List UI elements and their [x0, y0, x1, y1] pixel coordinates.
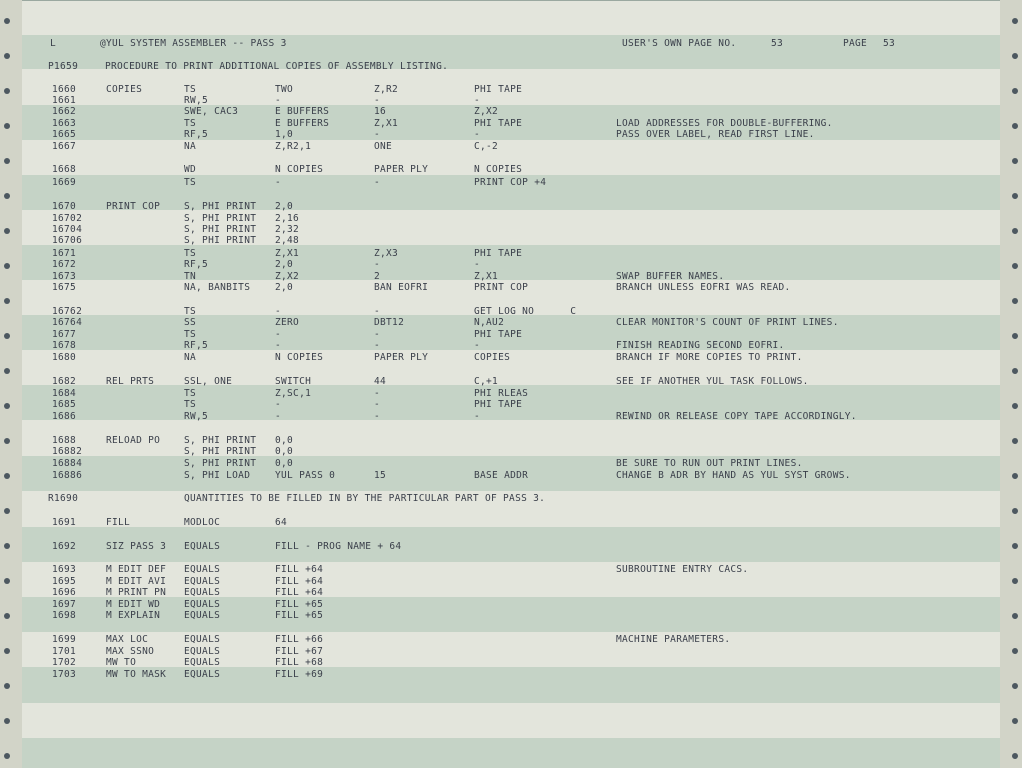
line-arg1: - [275, 95, 282, 106]
line-arg3: Z,X2 [474, 106, 499, 117]
line-seq: 16762 [52, 306, 83, 317]
line-seq: 16702 [52, 213, 83, 224]
line-seq: 1668 [52, 164, 77, 175]
line-arg1: FILL +69 [275, 669, 324, 680]
line-arg2: - [374, 340, 381, 351]
line-op: EQUALS [184, 634, 221, 645]
line-arg1: FILL +64 [275, 576, 324, 587]
sprocket-hole [4, 263, 10, 269]
line-label: MAX LOC [106, 634, 149, 645]
greenbar-band [22, 667, 1000, 703]
sprocket-hole [4, 228, 10, 234]
line-comment: SUBROUTINE ENTRY CACS. [616, 564, 749, 575]
line-seq: 1667 [52, 141, 77, 152]
line-seq: 1692 [52, 541, 77, 552]
line-arg3: PHI TAPE [474, 399, 523, 410]
sprocket-hole [1012, 228, 1018, 234]
sprocket-hole [4, 193, 10, 199]
sprocket-hole [4, 718, 10, 724]
line-arg1: - [275, 411, 282, 422]
line-arg2: ONE [374, 141, 393, 152]
sprocket-hole [1012, 333, 1018, 339]
line-label: M EDIT WD [106, 599, 161, 610]
sprocket-hole [1012, 158, 1018, 164]
line-op: TS [184, 399, 197, 410]
sprocket-hole [1012, 543, 1018, 549]
line-arg3: PHI TAPE [474, 329, 523, 340]
section-seq: P1659 [48, 61, 79, 72]
line-label: M EXPLAIN [106, 610, 161, 621]
line-arg1: Z,SC,1 [275, 388, 312, 399]
line-seq: 1693 [52, 564, 77, 575]
line-op: TN [184, 271, 197, 282]
line-op: S, PHI LOAD [184, 470, 251, 481]
line-arg2: - [374, 411, 381, 422]
line-arg1: FILL +65 [275, 599, 324, 610]
line-arg3: C,+1 [474, 376, 499, 387]
sprocket-hole [1012, 648, 1018, 654]
sprocket-hole [4, 753, 10, 759]
line-arg2: - [374, 95, 381, 106]
line-comment: CHANGE B ADR BY HAND AS YUL SYST GROWS. [616, 470, 851, 481]
right-margin-strip [1000, 0, 1022, 768]
line-seq: 1669 [52, 177, 77, 188]
sprocket-hole [1012, 508, 1018, 514]
sprocket-hole [1012, 438, 1018, 444]
line-arg1: FILL +64 [275, 587, 324, 598]
line-arg1: FILL +64 [275, 564, 324, 575]
line-label: M PRINT PN [106, 587, 167, 598]
line-arg1: ZERO [275, 317, 300, 328]
line-label: FILL [106, 517, 131, 528]
line-seq: 1696 [52, 587, 77, 598]
line-arg1: FILL - PROG NAME + 64 [275, 541, 402, 552]
line-seq: 1699 [52, 634, 77, 645]
sprocket-hole [4, 123, 10, 129]
line-seq: 1675 [52, 282, 77, 293]
sprocket-hole [4, 508, 10, 514]
line-arg1: N COPIES [275, 164, 324, 175]
line-op: SSL, ONE [184, 376, 233, 387]
line-arg1: 0,0 [275, 435, 294, 446]
sprocket-hole [4, 18, 10, 24]
line-seq: 1703 [52, 669, 77, 680]
line-seq: 1680 [52, 352, 77, 363]
line-arg1: TWO [275, 84, 294, 95]
line-arg1: N COPIES [275, 352, 324, 363]
sprocket-hole [4, 613, 10, 619]
line-arg3: PHI RLEAS [474, 388, 529, 399]
line-op: EQUALS [184, 587, 221, 598]
line-arg3: N,AU2 [474, 317, 505, 328]
sprocket-hole [1012, 193, 1018, 199]
line-arg3: - [474, 95, 481, 106]
line-arg3: C,-2 [474, 141, 499, 152]
sprocket-hole [1012, 263, 1018, 269]
line-op: EQUALS [184, 646, 221, 657]
line-op: MODLOC [184, 517, 221, 528]
line-arg3: - [474, 340, 481, 351]
line-seq: 16886 [52, 470, 83, 481]
sprocket-hole [1012, 368, 1018, 374]
greenbar-band [22, 738, 1000, 768]
sprocket-hole [1012, 88, 1018, 94]
line-op: EQUALS [184, 541, 221, 552]
line-seq: 1670 [52, 201, 77, 212]
sprocket-hole [4, 403, 10, 409]
line-seq: 1671 [52, 248, 77, 259]
line-op: TS [184, 388, 197, 399]
sprocket-hole [4, 543, 10, 549]
line-op: EQUALS [184, 576, 221, 587]
sprocket-hole [1012, 753, 1018, 759]
greenbar-band [22, 527, 1000, 562]
line-comment: MACHINE PARAMETERS. [616, 634, 731, 645]
line-op: EQUALS [184, 669, 221, 680]
line-op: NA, BANBITS [184, 282, 251, 293]
line-arg1: Z,X1 [275, 248, 300, 259]
line-arg1: YUL PASS 0 [275, 470, 336, 481]
line-op: TS [184, 118, 197, 129]
line-seq: 1682 [52, 376, 77, 387]
line-seq: 1702 [52, 657, 77, 668]
line-arg2: 2 [374, 271, 381, 282]
sprocket-hole [1012, 53, 1018, 59]
line-arg3: PHI TAPE [474, 84, 523, 95]
line-op: S, PHI PRINT [184, 224, 257, 235]
line-seq: 1662 [52, 106, 77, 117]
line-arg1: 2,32 [275, 224, 300, 235]
line-arg1: FILL +68 [275, 657, 324, 668]
line-op: NA [184, 141, 197, 152]
line-arg2: - [374, 259, 381, 270]
line-arg3: COPIES [474, 352, 511, 363]
line-op: EQUALS [184, 657, 221, 668]
line-seq: 16706 [52, 235, 83, 246]
line-comment: CLEAR MONITOR'S COUNT OF PRINT LINES. [616, 317, 839, 328]
line-arg3: Z,X1 [474, 271, 499, 282]
line-arg2: - [374, 329, 381, 340]
line-seq: 1684 [52, 388, 77, 399]
line-arg1: SWITCH [275, 376, 312, 387]
line-arg1: 0,0 [275, 446, 294, 457]
line-op: EQUALS [184, 610, 221, 621]
line-op: RW,5 [184, 411, 209, 422]
line-arg1: Z,R2,1 [275, 141, 312, 152]
band-rule [22, 0, 1000, 1]
page-label: PAGE [843, 38, 868, 49]
sprocket-hole [4, 158, 10, 164]
line-op: TS [184, 84, 197, 95]
line-arg1: - [275, 177, 282, 188]
sprocket-hole [1012, 123, 1018, 129]
line-op: RF,5 [184, 340, 209, 351]
line-seq: 1691 [52, 517, 77, 528]
line-seq: 1695 [52, 576, 77, 587]
line-op: TS [184, 248, 197, 259]
line-comment: REWIND OR RELEASE COPY TAPE ACCORDINGLY. [616, 411, 857, 422]
line-seq: 16884 [52, 458, 83, 469]
line-arg3: PHI TAPE [474, 248, 523, 259]
line-label: M EDIT DEF [106, 564, 167, 575]
line-arg3: - [474, 129, 481, 140]
line-op: S, PHI PRINT [184, 213, 257, 224]
line-arg2: 15 [374, 470, 387, 481]
line-seq: 1661 [52, 95, 77, 106]
line-arg2: - [374, 399, 381, 410]
sprocket-hole [4, 368, 10, 374]
line-seq: 1701 [52, 646, 77, 657]
line-seq: 1673 [52, 271, 77, 282]
line-arg3: - [474, 411, 481, 422]
line-op: RF,5 [184, 129, 209, 140]
column-mark: L [50, 38, 57, 49]
line-op: RF,5 [184, 259, 209, 270]
assembler-title: @YUL SYSTEM ASSEMBLER -- PASS 3 [100, 38, 287, 49]
line-arg1: - [275, 329, 282, 340]
line-label: RELOAD PO [106, 435, 161, 446]
sprocket-hole [1012, 718, 1018, 724]
line-arg3: PRINT COP [474, 282, 529, 293]
line-comment: PASS OVER LABEL, READ FIRST LINE. [616, 129, 815, 140]
line-seq: R1690 [48, 493, 79, 504]
line-arg1: 2,48 [275, 235, 300, 246]
line-seq: 1698 [52, 610, 77, 621]
sprocket-hole [1012, 578, 1018, 584]
line-arg2: - [374, 388, 381, 399]
line-comment: SEE IF ANOTHER YUL TASK FOLLOWS. [616, 376, 809, 387]
line-arg2: 44 [374, 376, 387, 387]
line-arg2: Z,R2 [374, 84, 399, 95]
line-seq: 1663 [52, 118, 77, 129]
line-arg1: FILL +66 [275, 634, 324, 645]
line-op: S, PHI PRINT [184, 201, 257, 212]
line-seq: 1688 [52, 435, 77, 446]
line-label: MW TO MASK [106, 669, 167, 680]
line-arg1: FILL +65 [275, 610, 324, 621]
line-seq: 1665 [52, 129, 77, 140]
line-arg3: BASE ADDR [474, 470, 529, 481]
line-arg2: Z,X1 [374, 118, 399, 129]
line-arg3: - [474, 259, 481, 270]
line-op: NA [184, 352, 197, 363]
left-margin-strip [0, 0, 22, 768]
line-seq: 1672 [52, 259, 77, 270]
line-arg1: - [275, 306, 282, 317]
sprocket-hole [1012, 683, 1018, 689]
line-seq: 1660 [52, 84, 77, 95]
line-op: S, PHI PRINT [184, 435, 257, 446]
user-page-number: 53 [771, 38, 784, 49]
section-title: PROCEDURE TO PRINT ADDITIONAL COPIES OF ASSEMBLY LISTING. [105, 61, 449, 72]
line-arg3: N COPIES [474, 164, 523, 175]
line-comment: SWAP BUFFER NAMES. [616, 271, 725, 282]
line-seq: 16764 [52, 317, 83, 328]
line-arg2: - [374, 306, 381, 317]
line-label: M EDIT AVI [106, 576, 167, 587]
line-op: S, PHI PRINT [184, 235, 257, 246]
line-arg1: 0,0 [275, 458, 294, 469]
line-label: COPIES [106, 84, 143, 95]
line-label: SIZ PASS 3 [106, 541, 167, 552]
line-arg3: PHI TAPE [474, 118, 523, 129]
line-text: QUANTITIES TO BE FILLED IN BY THE PARTICULAR PART OF PASS 3. [184, 493, 546, 504]
line-label: REL PRTS [106, 376, 155, 387]
line-label: MW TO [106, 657, 137, 668]
sprocket-hole [1012, 613, 1018, 619]
line-label: PRINT COP [106, 201, 161, 212]
line-seq: 1678 [52, 340, 77, 351]
line-op: TS [184, 177, 197, 188]
line-arg2: DBT12 [374, 317, 405, 328]
sprocket-hole [4, 683, 10, 689]
line-comment: BRANCH UNLESS EOFRI WAS READ. [616, 282, 791, 293]
line-arg3: PRINT COP +4 [474, 177, 547, 188]
sprocket-hole [1012, 298, 1018, 304]
line-arg1: FILL +67 [275, 646, 324, 657]
line-seq: 16704 [52, 224, 83, 235]
line-arg1: 2,0 [275, 259, 294, 270]
sprocket-hole [4, 53, 10, 59]
line-op: EQUALS [184, 599, 221, 610]
line-op: S, PHI PRINT [184, 446, 257, 457]
line-arg2: BAN EOFRI [374, 282, 429, 293]
line-comment: BE SURE TO RUN OUT PRINT LINES. [616, 458, 803, 469]
line-arg1: E BUFFERS [275, 106, 330, 117]
line-arg1: Z,X2 [275, 271, 300, 282]
sprocket-hole [4, 438, 10, 444]
sprocket-hole [4, 578, 10, 584]
sprocket-hole [1012, 18, 1018, 24]
line-arg1: - [275, 340, 282, 351]
line-arg3: GET LOG NO C [474, 306, 577, 317]
line-op: SS [184, 317, 197, 328]
line-arg2: Z,X3 [374, 248, 399, 259]
line-arg1: 64 [275, 517, 288, 528]
greenbar-band [22, 597, 1000, 632]
line-arg1: 2,0 [275, 282, 294, 293]
sprocket-hole [4, 298, 10, 304]
line-label: MAX SSNO [106, 646, 155, 657]
sprocket-hole [1012, 403, 1018, 409]
line-arg2: PAPER PLY [374, 164, 429, 175]
line-op: EQUALS [184, 564, 221, 575]
line-arg1: E BUFFERS [275, 118, 330, 129]
line-comment: LOAD ADDRESSES FOR DOUBLE-BUFFERING. [616, 118, 833, 129]
sprocket-hole [4, 88, 10, 94]
line-arg1: 2,16 [275, 213, 300, 224]
line-seq: 1685 [52, 399, 77, 410]
line-seq: 1686 [52, 411, 77, 422]
line-seq: 16882 [52, 446, 83, 457]
line-arg2: - [374, 129, 381, 140]
page-number: 53 [883, 38, 896, 49]
line-op: TS [184, 329, 197, 340]
line-op: TS [184, 306, 197, 317]
sprocket-hole [1012, 473, 1018, 479]
sprocket-hole [4, 473, 10, 479]
line-arg2: - [374, 177, 381, 188]
line-comment: BRANCH IF MORE COPIES TO PRINT. [616, 352, 803, 363]
line-arg2: 16 [374, 106, 387, 117]
user-page-label: USER'S OWN PAGE NO. [622, 38, 737, 49]
line-comment: FINISH READING SECOND EOFRI. [616, 340, 785, 351]
line-seq: 1697 [52, 599, 77, 610]
sprocket-hole [4, 648, 10, 654]
line-arg1: 2,0 [275, 201, 294, 212]
line-op: WD [184, 164, 197, 175]
line-seq: 1677 [52, 329, 77, 340]
line-arg2: PAPER PLY [374, 352, 429, 363]
line-arg1: - [275, 399, 282, 410]
sprocket-hole [4, 333, 10, 339]
line-op: RW,5 [184, 95, 209, 106]
line-op: S, PHI PRINT [184, 458, 257, 469]
line-arg1: 1,0 [275, 129, 294, 140]
line-op: SWE, CAC3 [184, 106, 239, 117]
